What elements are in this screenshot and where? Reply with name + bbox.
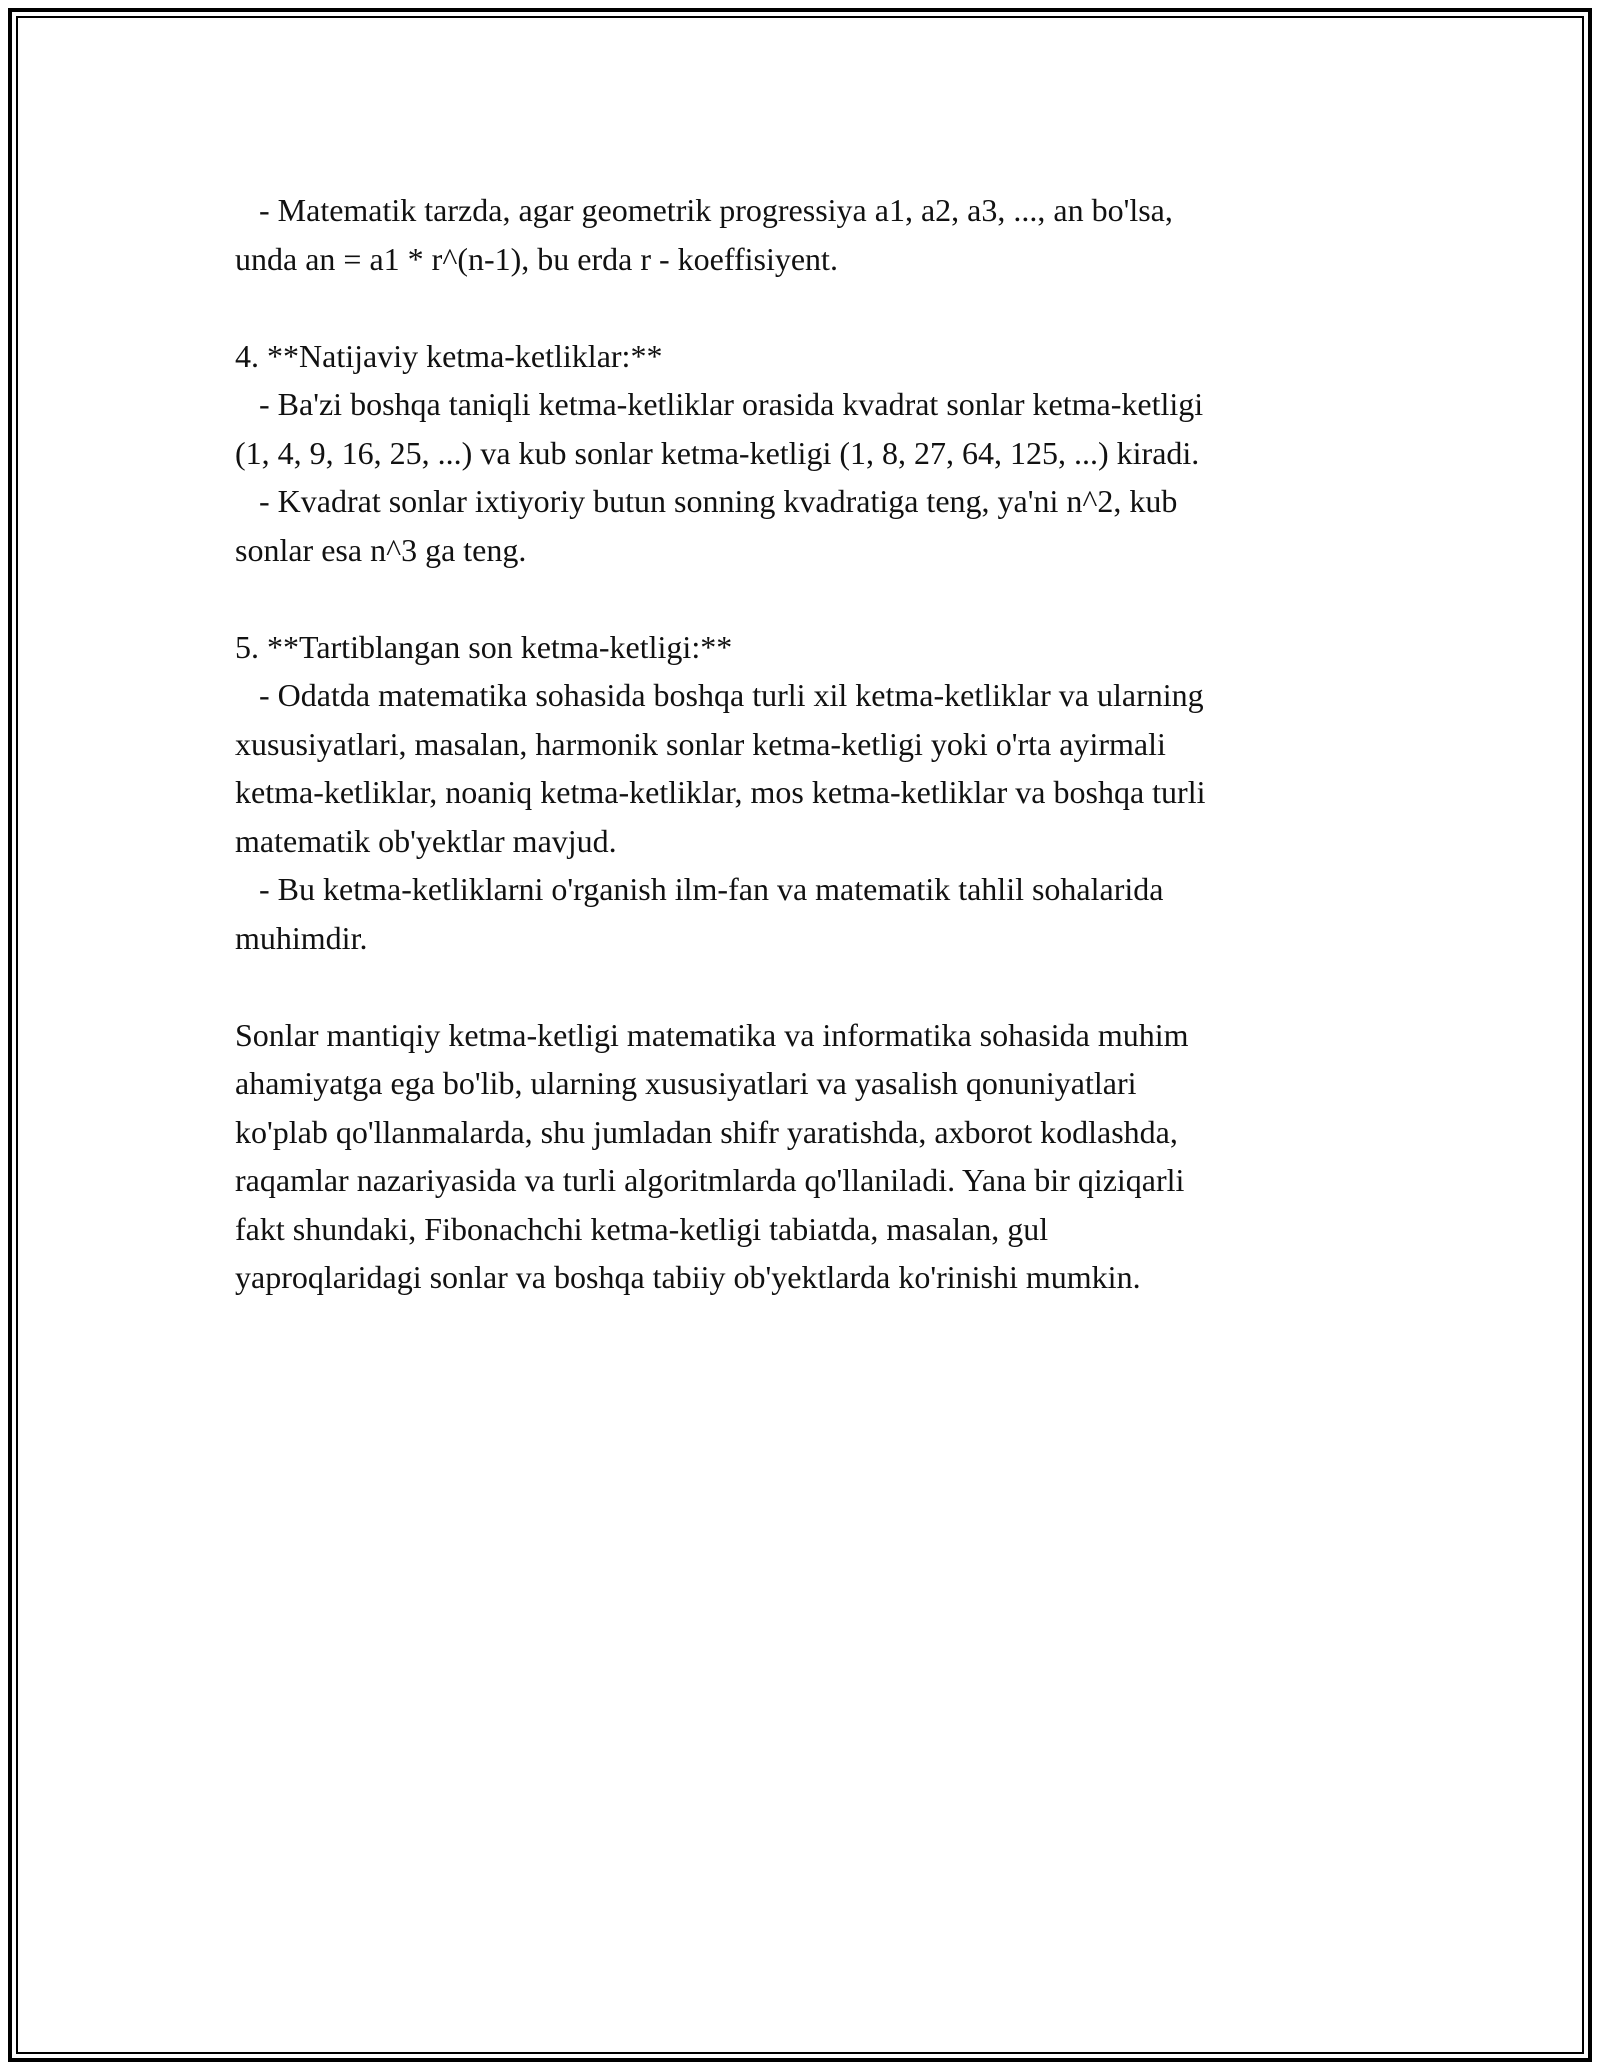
text-line: - Ba'zi boshqa taniqli ketma-ketliklar orasida kvadrat sonlar ketma-ketligi: [235, 386, 1204, 422]
text-line: matematik ob'yektlar mavjud.: [235, 822, 617, 859]
text-line: sonlar esa n^3 ga teng.: [235, 531, 527, 568]
text-line: Sonlar mantiqiy ketma-ketligi matematika va informatika sohasida muhim: [235, 1016, 1189, 1053]
document-body: [235, 186, 1375, 1302]
paragraph-gap: [235, 962, 1375, 1011]
text-line: - Kvadrat sonlar ixtiyoriy butun sonning kvadratiga teng, ya'ni n^2, kub: [235, 483, 1178, 519]
text-line: - Matematik tarzda, agar geometrik progressiya a1, a2, a3, ..., an bo'lsa,: [235, 192, 1173, 228]
text-line: raqamlar nazariyasida va turli algoritmlarda qo'llaniladi. Yana bir qiziqarli: [235, 1162, 1185, 1198]
text-line: fakt shundaki, Fibonachchi ketma-ketligi tabiatda, masalan, gul: [235, 1210, 1049, 1247]
text-line: ahamiyatga ega bo'lib, ularning xususiyatlari va yasalish qonuniyatlari: [235, 1065, 1137, 1101]
text-line: ko'plab qo'llanmalarda, shu jumladan shifr yaratishda, axborot kodlashda,: [235, 1113, 1178, 1150]
text-line: (1, 4, 9, 16, 25, ...) va kub sonlar ketma-ketligi (1, 8, 27, 64, 125, ...) kiradi.: [235, 434, 1200, 471]
text-line: muhimdir.: [235, 919, 368, 956]
text-line: - Odatda matematika sohasida boshqa turli xil ketma-ketliklar va ularning: [235, 677, 1204, 713]
text-line: yaproqlaridagi sonlar va boshqa tabiiy ob'yektlarda ko'rinishi mumkin.: [235, 1259, 1141, 1295]
section-4-natijaviy: [235, 332, 1375, 575]
paragraph-gap: [235, 574, 1375, 623]
text-line: xususiyatlari, masalan, harmonik sonlar ketma-ketligi yoki o'rta ayirmali: [235, 725, 1166, 762]
paragraph-geometric-formula: [235, 186, 1375, 283]
paragraph-gap: [235, 283, 1375, 332]
text-line: - Bu ketma-ketliklarni o'rganish ilm-fan va matematik tahlil sohalarida: [235, 871, 1164, 907]
section-heading: 4. **Natijaviy ketma-ketliklar:**: [235, 337, 663, 374]
text-line: unda an = a1 * r^(n-1), bu erda r - koeffisiyent.: [235, 240, 838, 277]
section-heading: 5. **Tartiblangan son ketma-ketligi:**: [235, 628, 733, 665]
paragraph-conclusion: [235, 1011, 1375, 1302]
section-5-tartiblangan: [235, 623, 1375, 963]
text-line: ketma-ketliklar, noaniq ketma-ketliklar, mos ketma-ketliklar va boshqa turli: [235, 774, 1206, 810]
